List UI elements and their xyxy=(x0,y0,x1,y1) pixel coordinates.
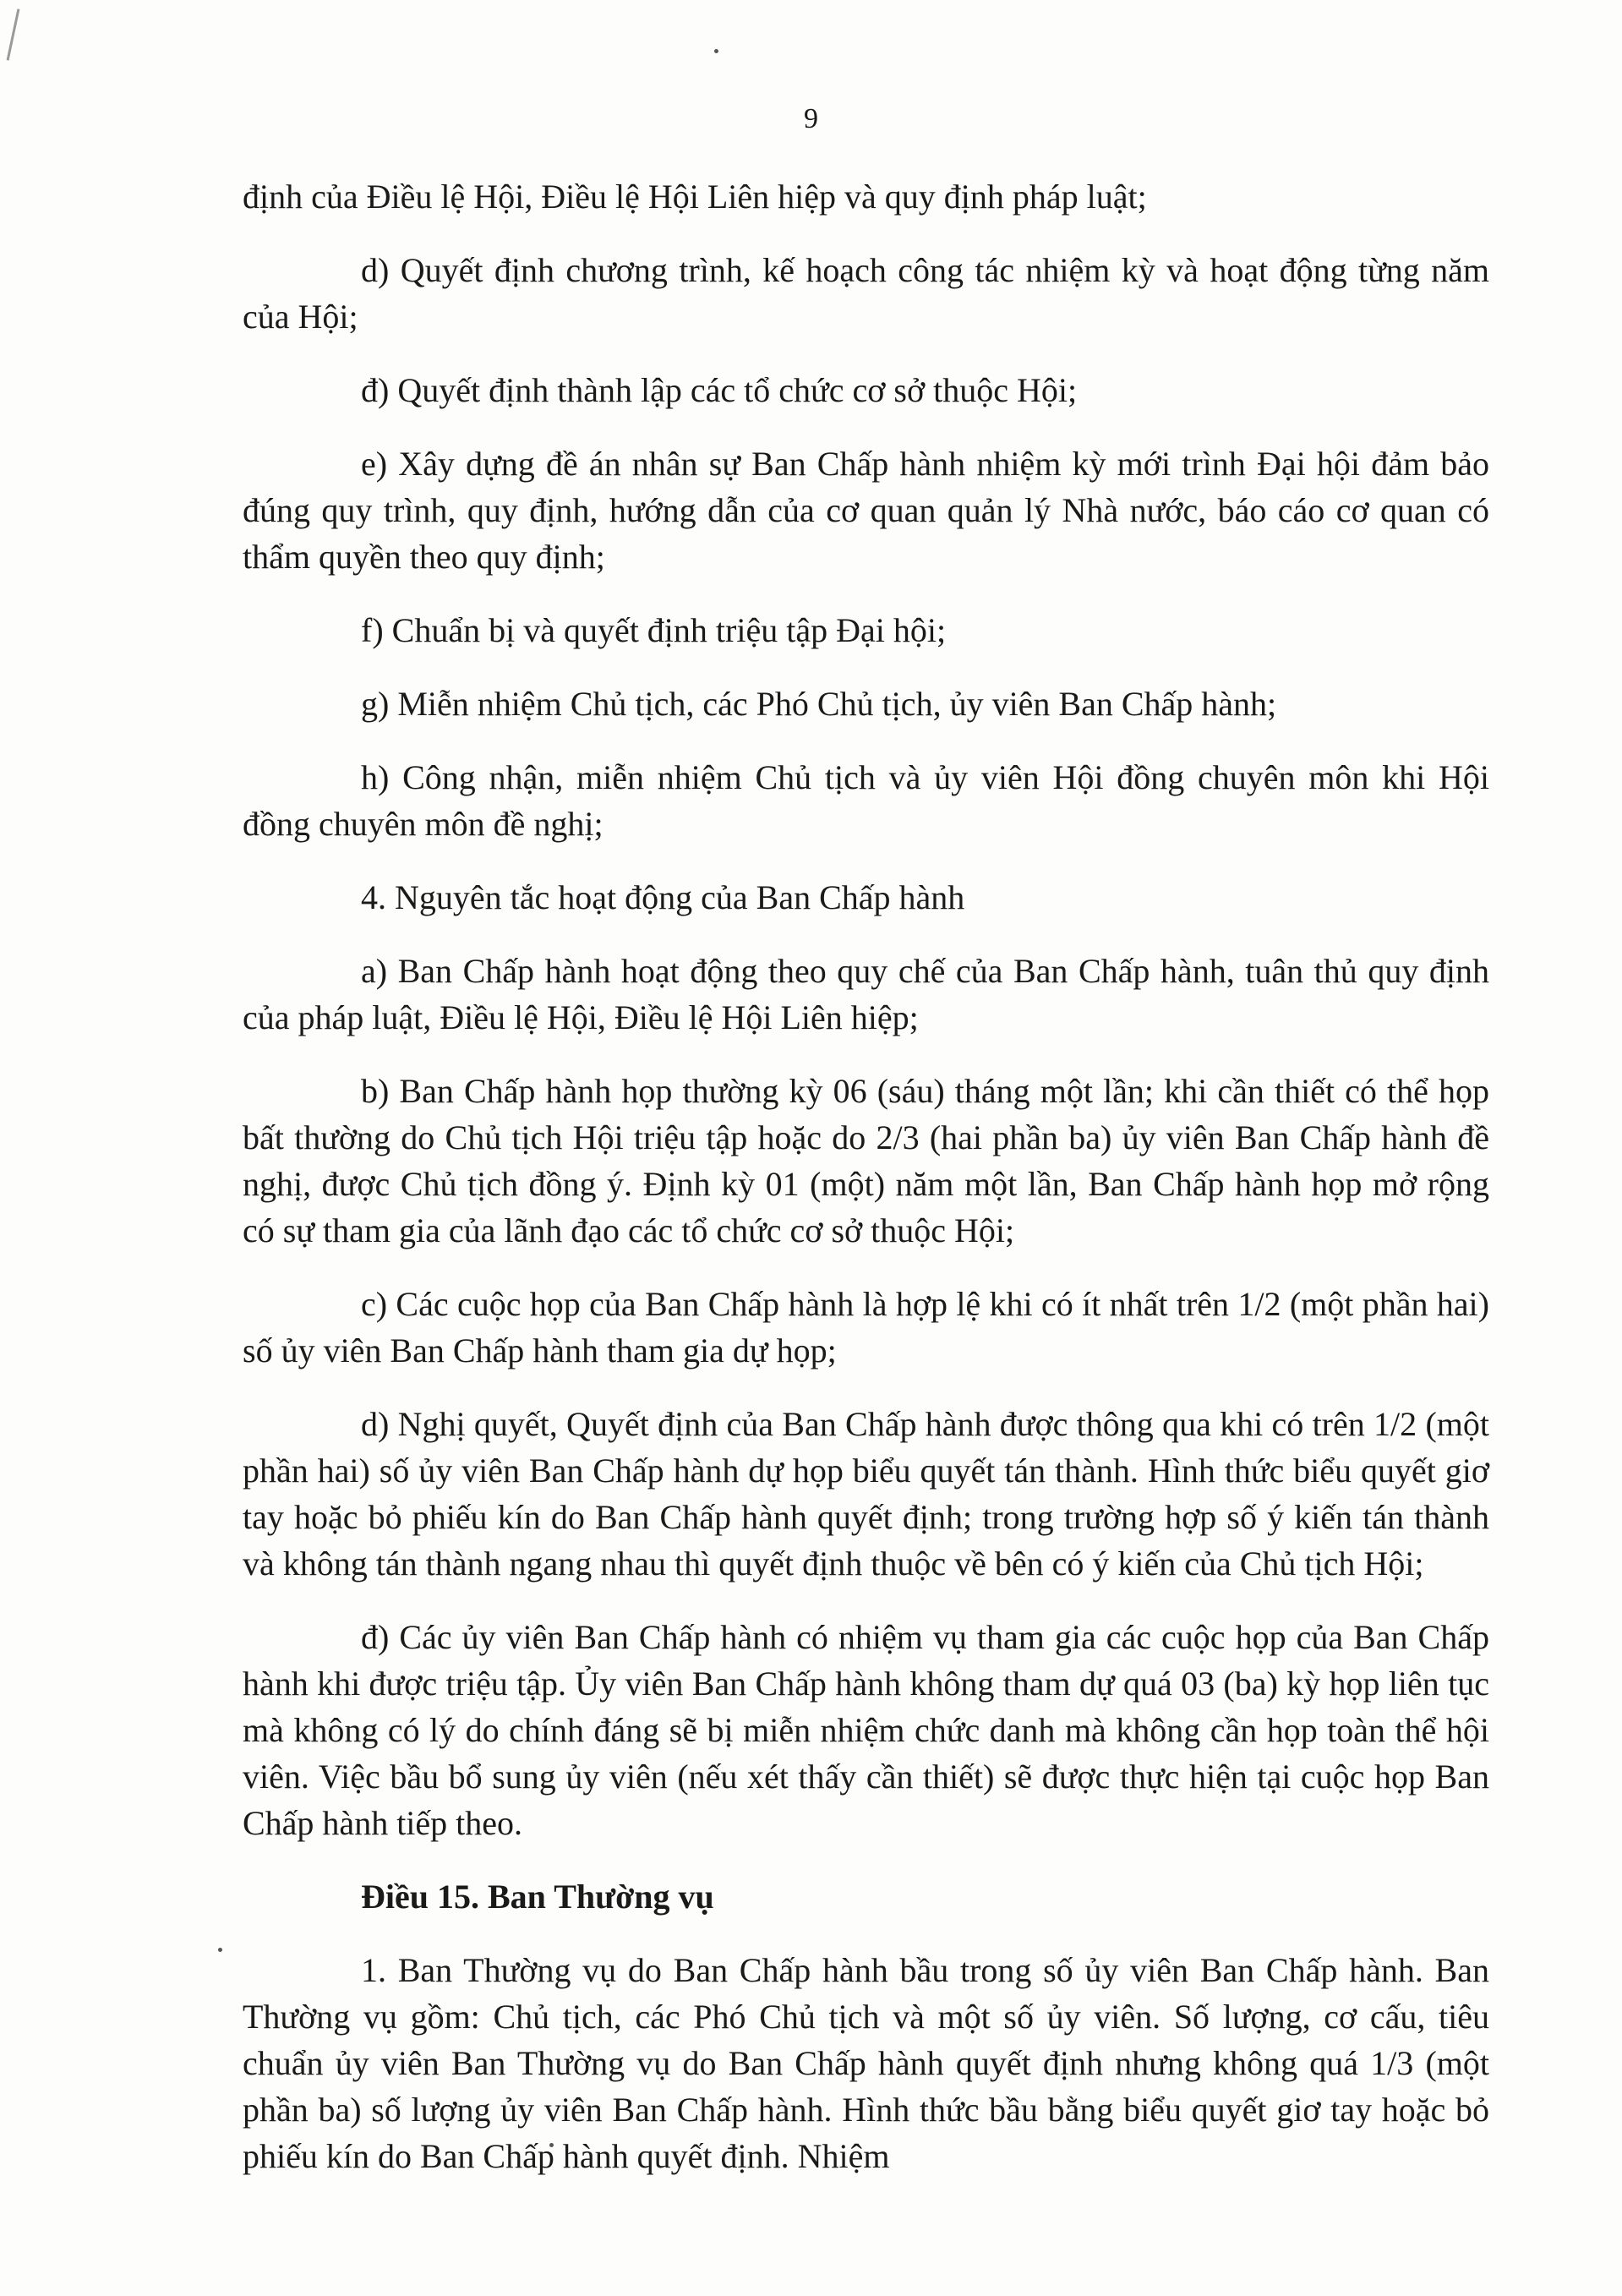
paragraph: h) Công nhận, miễn nhiệm Chủ tịch và ủy viên Hội đồng chuyên môn khi Hội đồng chuyên môn đề nghị; xyxy=(243,758,1489,843)
page-number: 9 xyxy=(804,103,818,134)
paragraph: đ) Các ủy viên Ban Chấp hành có nhiệm vụ tham gia các cuộc họp của Ban Chấp hành khi được triệu tập. Ủy viên Ban Chấp hành không tham dự quá 03 (ba) kỳ họp liên tục mà không có lý do chính đáng sẽ bị miễn nhiệm chức danh mà không cần họp toàn thể hội viên. Việc bầu bổ sung ủy viên (nếu xét thấy cần thiết) sẽ được thực hiện tại cuộc họp Ban Chấp hành tiếp theo. xyxy=(243,1618,1489,1842)
paragraph: c) Các cuộc họp của Ban Chấp hành là hợp lệ khi có ít nhất trên 1/2 (một phần hai) số ủy viên Ban Chấp hành tham gia dự họp; xyxy=(243,1285,1489,1369)
scan-speck xyxy=(714,49,718,53)
paragraph: g) Miễn nhiệm Chủ tịch, các Phó Chủ tịch, ủy viên Ban Chấp hành; xyxy=(361,685,1277,723)
paragraph: b) Ban Chấp hành họp thường kỳ 06 (sáu) tháng một lần; khi cần thiết có thể họp bất thường do Chủ tịch Hội triệu tập hoặc do 2/3 (hai phần ba) ủy viên Ban Chấp hành đề nghị, được Chủ tịch đồng ý. Định kỳ 01 (một) năm một lần, Ban Chấp hành họp mở rộng có sự tham gia của lãnh đạo các tổ chức cơ sở thuộc Hội; xyxy=(243,1072,1489,1249)
section-subheading: 4. Nguyên tắc hoạt động của Ban Chấp hành xyxy=(361,878,965,916)
paragraph: 1. Ban Thường vụ do Ban Chấp hành bầu trong số ủy viên Ban Chấp hành. Ban Thường vụ gồm: Chủ tịch, các Phó Chủ tịch và một số ủy viên. Số lượng, cơ cấu, tiêu chuẩn ủy viên Ban Thường vụ do Ban Chấp hành quyết định nhưng không quá 1/3 (một phần ba) số lượng ủy viên Ban Chấp hành. Hình thức bầu bằng biểu quyết giơ tay hoặc bỏ phiếu kín do Ban Chấp hành quyết định. Nhiệm xyxy=(243,1951,1489,2175)
paragraph: e) Xây dựng đề án nhân sự Ban Chấp hành nhiệm kỳ mới trình Đại hội đảm bảo đúng quy trình, quy định, hướng dẫn của cơ quan quản lý Nhà nước, báo cáo cơ quan có thẩm quyền theo quy định; xyxy=(243,445,1489,576)
paragraph: f) Chuẩn bị và quyết định triệu tập Đại hội; xyxy=(361,611,947,649)
scan-edge-mark xyxy=(7,8,20,60)
paragraph: d) Nghị quyết, Quyết định của Ban Chấp hành được thông qua khi có trên 1/2 (một phần hai) số ủy viên Ban Chấp hành dự họp biểu quyết tán thành. Hình thức biểu quyết giơ tay hoặc bỏ phiếu kín do Ban Chấp hành quyết định; trong trường hợp số ý kiến tán thành và không tán thành ngang nhau thì quyết định thuộc về bên có ý kiến của Chủ tịch Hội; xyxy=(243,1405,1489,1583)
paragraph: định của Điều lệ Hội, Điều lệ Hội Liên hiệp và quy định pháp luật; xyxy=(243,178,1147,216)
paragraph: a) Ban Chấp hành hoạt động theo quy chế của Ban Chấp hành, tuân thủ quy định của pháp luật, Điều lệ Hội, Điều lệ Hội Liên hiệp; xyxy=(243,952,1489,1036)
paragraph: đ) Quyết định thành lập các tổ chức cơ sở thuộc Hội; xyxy=(361,371,1078,409)
article-heading: Điều 15. Ban Thường vụ xyxy=(361,1878,714,1916)
scan-speck xyxy=(218,1948,222,1952)
paragraph: d) Quyết định chương trình, kế hoạch công tác nhiệm kỳ và hoạt động từng năm của Hội; xyxy=(243,251,1489,336)
document-body xyxy=(243,173,1489,2206)
